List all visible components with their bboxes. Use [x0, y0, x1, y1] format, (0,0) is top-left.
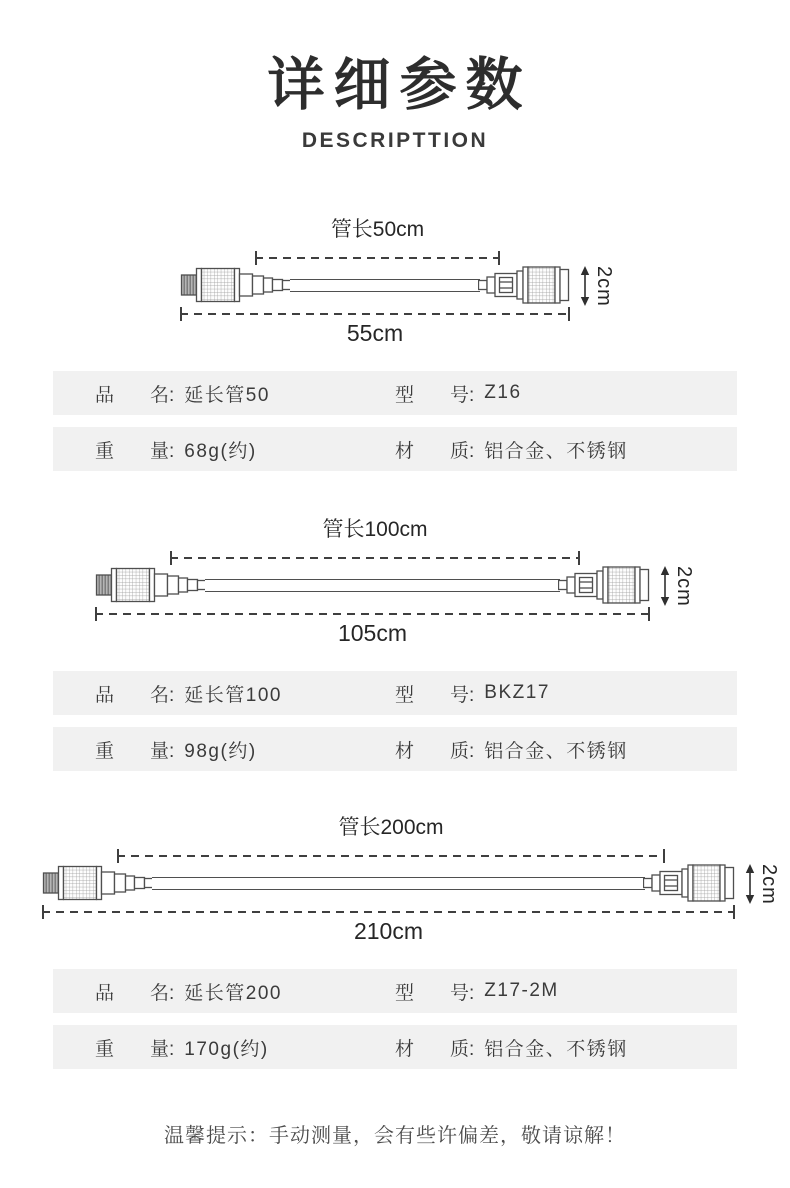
tube-diagram-100	[0, 517, 790, 647]
spec-key: 重	[95, 440, 115, 462]
page-title: 详细参数	[267, 53, 532, 117]
tube-diagram-50	[0, 217, 790, 347]
height-arrow-icon	[659, 566, 671, 606]
height-dimension	[744, 863, 779, 905]
height-arrow-icon	[579, 266, 591, 306]
tube-device	[180, 217, 615, 347]
product-section-2	[0, 517, 790, 771]
tube-height-label: 2cm	[593, 265, 615, 307]
spec-cell-weight	[53, 436, 395, 463]
spec-value: Z16	[484, 382, 522, 404]
spec-cell-model	[395, 380, 737, 407]
spec-row	[53, 371, 737, 415]
spec-row	[53, 969, 737, 1013]
spec-key2: 质:	[450, 740, 475, 762]
spec-key2: 质:	[450, 1038, 475, 1060]
tube-height-label: 2cm	[758, 863, 780, 905]
tube-length-label: 管长50cm	[330, 218, 425, 242]
tube-length-label: 管长100cm	[322, 518, 428, 542]
spec-value: 68g(约)	[184, 440, 257, 462]
total-length-dimension-line	[95, 613, 650, 615]
spec-row	[53, 671, 737, 715]
total-length-dimension-line	[42, 911, 735, 913]
spec-key2: 名:	[150, 384, 175, 406]
spec-cell-model	[395, 978, 737, 1005]
tube-right-fitting	[558, 565, 650, 605]
tube-drawing	[95, 565, 650, 605]
spec-row	[53, 1025, 737, 1069]
height-dimension	[659, 565, 694, 607]
spec-key: 材	[395, 440, 415, 462]
tube-device	[95, 517, 695, 647]
tube-left-fitting	[180, 265, 292, 305]
tube-body	[205, 579, 560, 592]
tube-device	[42, 815, 780, 945]
spec-key: 材	[395, 740, 415, 762]
spec-cell-material	[395, 736, 737, 763]
spec-cell-name	[53, 380, 395, 407]
spec-key: 材	[395, 1038, 415, 1060]
spec-key: 重	[95, 740, 115, 762]
total-length-dimension-line	[180, 313, 570, 315]
spec-value: 170g(约)	[184, 1038, 269, 1060]
total-length-label: 55cm	[346, 320, 404, 347]
spec-value: 铝合金、不锈钢	[484, 1038, 628, 1060]
tube-right-fitting	[478, 265, 570, 305]
tube-left-fitting	[42, 863, 154, 903]
spec-key2: 质:	[450, 440, 475, 462]
page-header	[0, 0, 790, 153]
tube-length-dimension-line	[255, 257, 500, 259]
spec-key: 品	[95, 384, 115, 406]
spec-key: 型	[395, 384, 415, 406]
spec-key2: 名:	[150, 684, 175, 706]
spec-key2: 名:	[150, 982, 175, 1004]
spec-key: 品	[95, 982, 115, 1004]
tube-drawing	[180, 265, 570, 305]
spec-value: BKZ17	[484, 682, 550, 704]
tube-right-fitting	[643, 863, 735, 903]
spec-key: 品	[95, 684, 115, 706]
total-length-label: 210cm	[353, 918, 424, 945]
spec-table	[53, 671, 737, 771]
height-arrow-icon	[744, 864, 756, 904]
spec-key2: 号:	[450, 982, 475, 1004]
spec-row	[53, 727, 737, 771]
spec-cell-material	[395, 1034, 737, 1061]
spec-key2: 量:	[150, 1038, 175, 1060]
tube-body	[152, 877, 645, 890]
spec-cell-material	[395, 436, 737, 463]
tube-length-dimension-line	[170, 557, 580, 559]
tube-height-label: 2cm	[673, 565, 695, 607]
tube-drawing	[42, 863, 735, 903]
spec-row	[53, 427, 737, 471]
spec-value: 铝合金、不锈钢	[484, 740, 628, 762]
spec-key2: 号:	[450, 384, 475, 406]
spec-cell-weight	[53, 1034, 395, 1061]
product-section-3	[0, 815, 790, 1069]
spec-value: 延长管200	[184, 982, 282, 1004]
footer-note: 温馨提示：手动测量，会有些许偏差，敬请谅解！	[164, 1125, 626, 1148]
tube-length-dimension-line	[117, 855, 665, 857]
spec-value: 延长管100	[184, 684, 282, 706]
spec-key: 型	[395, 684, 415, 706]
spec-cell-model	[395, 680, 737, 707]
spec-cell-weight	[53, 736, 395, 763]
spec-value: 98g(约)	[184, 740, 257, 762]
spec-cell-name	[53, 680, 395, 707]
product-section-1	[0, 217, 790, 471]
page-footer	[0, 1119, 790, 1148]
spec-value: Z17-2M	[484, 980, 559, 1002]
spec-value: 铝合金、不锈钢	[484, 440, 628, 462]
page-subtitle: DESCRIPTTION	[301, 129, 489, 153]
tube-body	[290, 279, 480, 292]
spec-key2: 量:	[150, 440, 175, 462]
spec-key: 重	[95, 1038, 115, 1060]
spec-key2: 量:	[150, 740, 175, 762]
spec-cell-name	[53, 978, 395, 1005]
spec-key2: 号:	[450, 684, 475, 706]
spec-value: 延长管50	[184, 384, 270, 406]
spec-key: 型	[395, 982, 415, 1004]
tube-left-fitting	[95, 565, 207, 605]
tube-length-label: 管长200cm	[338, 816, 444, 840]
total-length-label: 105cm	[337, 620, 408, 647]
tube-diagram-200	[0, 815, 790, 945]
height-dimension	[579, 265, 614, 307]
spec-table	[53, 969, 737, 1069]
spec-table	[53, 371, 737, 471]
